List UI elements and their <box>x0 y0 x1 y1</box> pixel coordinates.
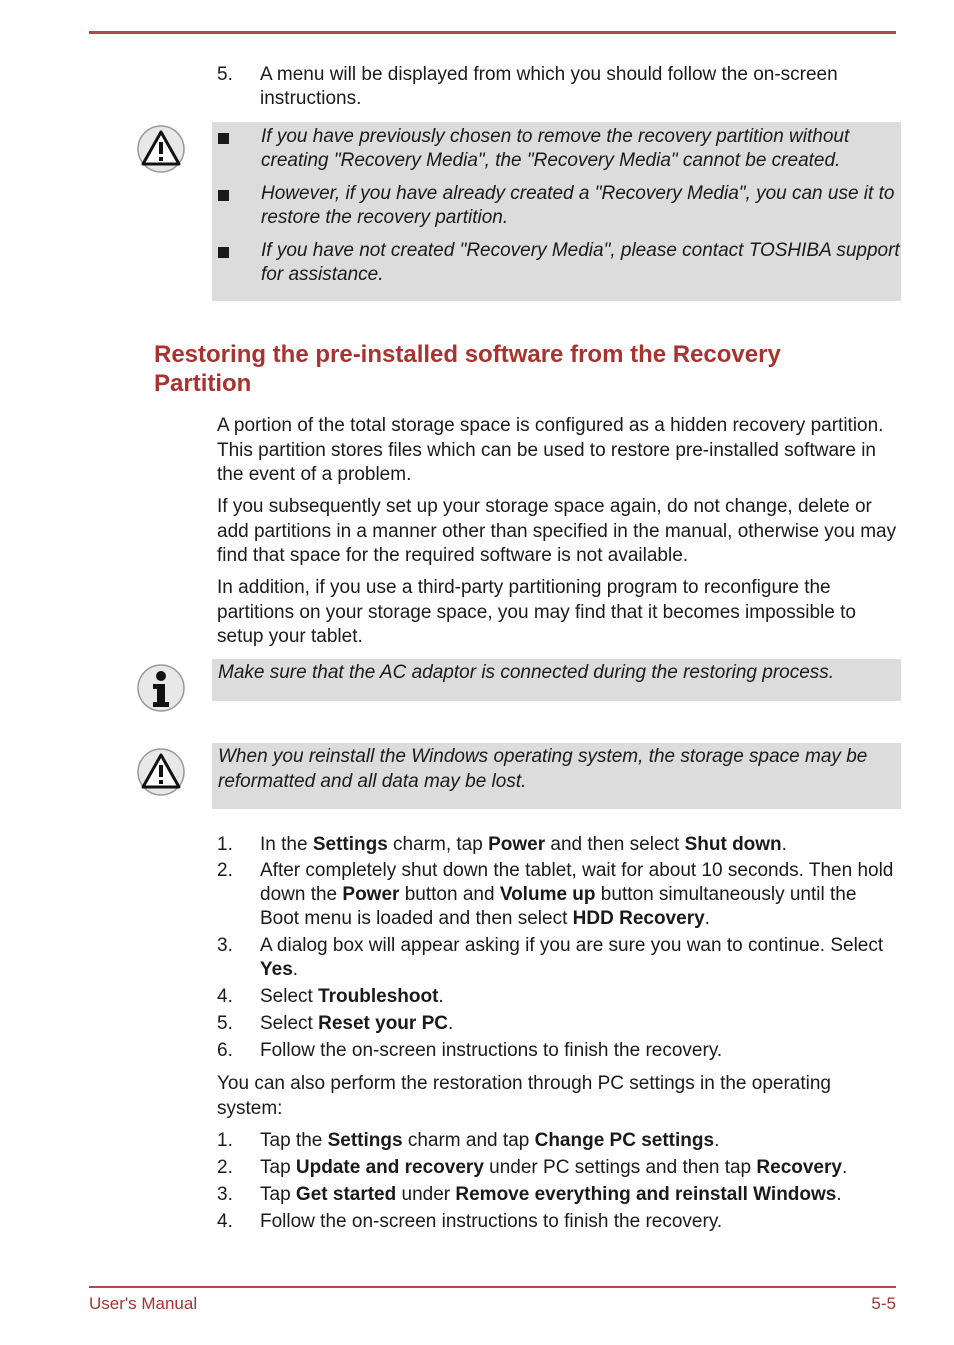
step-number: 5. <box>217 64 233 85</box>
bold-term: Remove everything and reinstall Windows <box>455 1184 837 1205</box>
step-text <box>260 1184 842 1205</box>
info-note-box <box>212 659 901 701</box>
bullet-square-icon <box>218 190 229 201</box>
section-heading: Restoring the pre-installed software from the Recovery Partition <box>154 341 781 397</box>
warning-box-2 <box>212 743 901 809</box>
step-text <box>260 1040 722 1061</box>
paragraph: You can also perform the restoration through PC settings in the operating system: <box>217 1073 832 1119</box>
step-text <box>260 1157 847 1178</box>
bold-term: Update and recovery <box>295 1157 484 1178</box>
bold-term: Recovery <box>756 1157 842 1178</box>
step-text <box>260 1013 453 1034</box>
bold-term: Change PC settings <box>534 1130 715 1151</box>
bold-term: Settings <box>327 1130 403 1151</box>
footer-rule <box>89 1286 896 1288</box>
text-run: under PC settings and then tap <box>483 1157 757 1178</box>
step-text: A menu will be displayed from which you should follow the on-screen instructions. <box>260 64 838 109</box>
text-run: Follow the on-screen instructions to finish the recovery. <box>260 1211 723 1232</box>
bold-term: Power <box>342 884 400 905</box>
step-number: 1. <box>217 1130 233 1151</box>
text-run: Tap <box>260 1157 296 1178</box>
bullet-text: However, if you have already created a "Recovery Media", you can use it to restore the recovery partition. <box>261 183 895 228</box>
step-number: 4. <box>217 1211 233 1232</box>
list-item <box>217 1183 897 1207</box>
text-run: In the <box>260 834 313 855</box>
step-number: 1. <box>217 834 233 855</box>
text-run: button and <box>399 884 500 905</box>
bullet-text: If you have not created "Recovery Media", please contact TOSHIBA support for assistance. <box>261 240 900 285</box>
text-run: . <box>841 1157 848 1178</box>
step-text <box>260 935 883 980</box>
footer-left: User's Manual <box>89 1294 198 1313</box>
bold-term: Shut down <box>684 834 782 855</box>
text-run: . <box>836 1184 842 1205</box>
warning-box <box>212 122 901 301</box>
text-run: . <box>714 1130 720 1151</box>
bullet-square-icon <box>218 247 229 258</box>
recovery-steps-list <box>217 833 897 1063</box>
list-item <box>217 833 897 857</box>
text-run: . <box>781 834 787 855</box>
step-number: 2. <box>217 860 233 881</box>
bold-term: Settings <box>312 834 388 855</box>
warning-note-text: When you reinstall the Windows operating system, the storage space may be reformatted and all data may be lost. <box>218 746 868 792</box>
list-item <box>212 239 901 287</box>
text-run: under <box>396 1184 456 1205</box>
bold-term: Reset your PC <box>318 1013 448 1034</box>
list-item <box>217 1210 897 1234</box>
bold-term: HDD Recovery <box>572 908 705 929</box>
bullet-text: If you have previously chosen to remove the recovery partition without creating "Recovery Media", the "Recovery Media" cannot be created. <box>261 126 850 171</box>
header-rule <box>89 31 896 34</box>
text-run: and then select <box>545 834 685 855</box>
warning-triangle-icon <box>137 125 185 173</box>
list-item <box>212 125 901 173</box>
bold-term: Get started <box>295 1184 397 1205</box>
step-text <box>260 986 444 1007</box>
step-text <box>260 860 893 929</box>
text-run: . <box>438 986 444 1007</box>
step-text <box>260 1130 719 1151</box>
warning-triangle-icon <box>137 748 185 796</box>
paragraph: A portion of the total storage space is configured as a hidden recovery partition. This partition stores files which can be used to restore pre-installed software in the event of a problem. <box>217 415 884 485</box>
text-run: charm and tap <box>402 1130 535 1151</box>
text-run: charm, tap <box>387 834 489 855</box>
text-run: . <box>704 908 710 929</box>
list-item <box>217 1156 897 1180</box>
text-run: Select <box>260 1013 319 1034</box>
list-item <box>217 1129 897 1153</box>
step-number: 6. <box>217 1040 233 1061</box>
bold-term: Power <box>488 834 546 855</box>
top-step-list <box>217 63 897 111</box>
list-item <box>212 182 901 230</box>
list-item <box>217 1012 897 1036</box>
text-run: Tap the <box>260 1130 328 1151</box>
list-item <box>217 985 897 1009</box>
paragraph: In addition, if you use a third-party partitioning program to reconfigure the partitions on your storage space, you may find that it becomes impossible to setup your tablet. <box>217 577 856 647</box>
pc-settings-steps-list <box>217 1129 897 1234</box>
step-number: 5. <box>217 1013 233 1034</box>
bullet-square-icon <box>218 133 229 144</box>
list-item <box>217 1039 897 1063</box>
step-number: 4. <box>217 986 233 1007</box>
step-number: 3. <box>217 1184 233 1205</box>
list-item <box>217 859 897 931</box>
list-item <box>217 934 897 982</box>
bold-term: Yes <box>260 959 293 980</box>
warning-bullet-list <box>212 122 901 287</box>
text-run: Tap <box>260 1184 296 1205</box>
bold-term: Volume up <box>499 884 596 905</box>
text-run: Follow the on-screen instructions to finish the recovery. <box>260 1040 723 1061</box>
bold-term: Troubleshoot <box>318 986 439 1007</box>
step-text <box>260 834 787 855</box>
step-number: 3. <box>217 935 233 956</box>
footer-page-number: 5-5 <box>871 1294 896 1313</box>
info-icon <box>137 664 185 712</box>
text-run: After completely shut down the tablet, wait for about 10 seconds. Then hold down the <box>260 860 894 905</box>
list-item <box>217 63 897 111</box>
text-run: . <box>292 959 299 980</box>
text-run: button simultaneously until the Boot menu is loaded and then select <box>260 884 857 929</box>
info-note-text: Make sure that the AC adaptor is connected during the restoring process. <box>218 662 835 683</box>
step-number: 2. <box>217 1157 233 1178</box>
text-run: . <box>447 1013 454 1034</box>
paragraph: If you subsequently set up your storage space again, do not change, delete or add partitions in a manner other than specified in the manual, otherwise you may find that space for the required software is not available. <box>217 496 897 566</box>
text-run: A dialog box will appear asking if you are sure you wan to continue. Select <box>260 935 884 956</box>
step-text <box>260 1211 722 1232</box>
text-run: Select <box>260 986 319 1007</box>
